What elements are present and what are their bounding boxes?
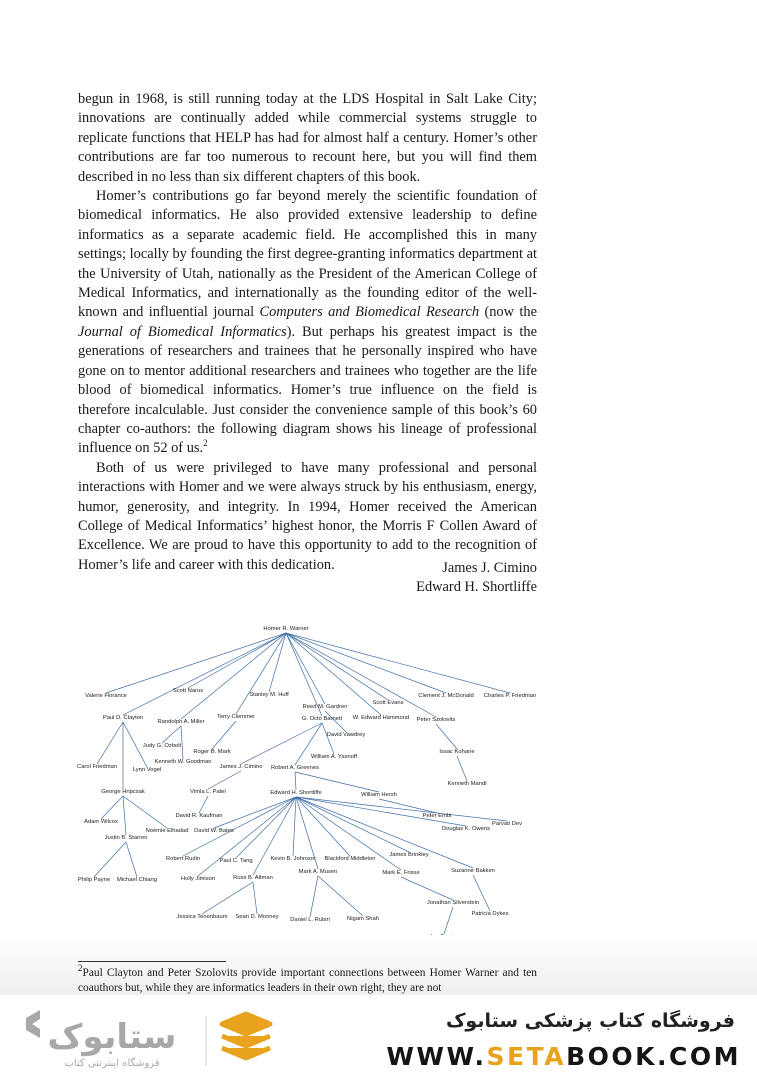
edge-shortliffe-dev bbox=[296, 797, 507, 821]
node-shah: Nigam Shah bbox=[347, 916, 379, 922]
node-dykes: Patricia Dykes bbox=[471, 911, 509, 917]
edge-clayton-friedman_carol bbox=[97, 722, 123, 764]
node-szolovits: Peter Szolovits bbox=[416, 717, 456, 723]
edge-shortliffe-rudin bbox=[183, 797, 296, 856]
edge-warner-huff bbox=[269, 633, 286, 692]
edge-shortliffe-brinkley bbox=[296, 797, 409, 852]
node-frisse: Mark E. Frisse bbox=[382, 870, 420, 876]
node-johnson: Kevin B. Johnson bbox=[270, 856, 316, 862]
node-hammond: W. Edward Hammond bbox=[352, 715, 410, 721]
edge-frisse-silverstein bbox=[401, 877, 453, 900]
node-starren: Justin B. Starren bbox=[104, 835, 148, 841]
node-altman: Russ B. Altman bbox=[233, 875, 273, 881]
node-tenenbaum: Jessica Tenenbaum bbox=[176, 914, 228, 920]
node-clemmer: Terry Clemmer bbox=[216, 714, 256, 720]
lineage-diagram bbox=[70, 618, 550, 948]
edge-musen-shah bbox=[318, 876, 363, 916]
edge-hripcsak-starren bbox=[123, 796, 126, 835]
edge-hripcsak-wilcox bbox=[101, 796, 123, 819]
paragraph-3: Both of us were privileged to have many professional and personal interactions with Homer and we were always struck by his enthusiasm, energy, humor, generosity, and integrity. In 1994, Homer received the American College of Medical Informatics’ highest honor, the Morris F Collen Award of Excellence. We are proud to have this opportunity to add to the recognition of Homer’s life and career with this dedication. bbox=[78, 459, 537, 573]
node-mandl: Kenneth Mandl bbox=[447, 781, 487, 787]
logo-text: ستابوک bbox=[47, 1017, 177, 1057]
node-wilcox: Adam Wilcox bbox=[84, 819, 118, 825]
node-musen: Mark A. Musen bbox=[298, 869, 338, 875]
edge-warner-hammond bbox=[286, 633, 381, 715]
node-jimison: Holly Jimison bbox=[180, 876, 216, 882]
node-goodman: Kenneth W. Goodman bbox=[154, 759, 212, 765]
node-hersh: William Hersh bbox=[361, 792, 397, 798]
node-patel: Vimla L. Patel bbox=[190, 789, 226, 795]
edge-musen-rubin bbox=[310, 876, 318, 917]
node-middleton: Blackford Middleton bbox=[324, 856, 376, 862]
edge-shortliffe-altman bbox=[253, 797, 296, 875]
edge-warner-friedman_c bbox=[286, 633, 510, 693]
paragraph-2-part-c: ). But perhaps his greatest impact is the generations of researchers and trainees that he personally inspired who have gone on to mentor additional researchers and trainees who together are the life blood of biomedical informatics. Homer’s true influence on the field is therefore incalculable. Just consider the convenience sample of this book’s 60 chapter co-authors: the following diagram shows his lineage of professional influence on 52 of us. bbox=[78, 323, 537, 457]
url-suffix: BOOK.COM bbox=[566, 1042, 741, 1071]
node-mooney: Sean D. Mooney bbox=[235, 914, 279, 920]
url-prefix: WWW. bbox=[386, 1042, 487, 1071]
logo-layers-icon bbox=[222, 1014, 270, 1058]
footnote bbox=[78, 963, 537, 996]
edge-silverstein-foster bbox=[444, 907, 453, 934]
node-dev: Parvati Dev bbox=[492, 821, 522, 827]
edge-warner-clayton bbox=[123, 633, 286, 715]
node-warner: Homer R. Warner bbox=[263, 626, 309, 632]
edge-warner-miller bbox=[181, 633, 286, 719]
node-bates: David W. Bates bbox=[194, 828, 234, 834]
node-huff: Stanley M. Huff bbox=[249, 692, 289, 698]
logo-chevron-icon bbox=[26, 1010, 40, 1038]
edge-greenes-shortliffe bbox=[295, 772, 296, 790]
edge-miller-ozbolt bbox=[162, 726, 181, 743]
node-bakken: Suzanne Bakken bbox=[451, 868, 495, 874]
edge-warner-clemmer bbox=[236, 633, 286, 714]
node-embi: Peter Embi bbox=[422, 813, 452, 819]
journal-title-1: Computers and Biomedical Research bbox=[259, 304, 480, 321]
node-shortliffe: Edward H. Shortliffe bbox=[270, 790, 322, 796]
node-cimino: James J. Cimino bbox=[219, 764, 263, 770]
paragraph-1: begun in 1968, is still running today at the LDS Hospital in Salt Lake City; innovations are continually added while commercial systems struggle to replicate functions that HELP has had for almost half a century. Homer’s other contributions are far too numerous to recount here, but you will find them described in no less than six different chapters of this book. bbox=[78, 91, 537, 185]
edge-szolovits-kohane bbox=[436, 724, 457, 749]
edge-clemmer-mark bbox=[212, 721, 236, 749]
node-clayton: Paul D. Clayton bbox=[102, 715, 144, 721]
node-evans: Scott Evans bbox=[372, 700, 404, 706]
footnote-mark: 2 bbox=[78, 963, 83, 974]
paragraph-2-part-a: Homer’s contributions go far beyond merely the scientific foundation of biomedical informatics. He also provided extensive leadership to define informatics as a separate academic field. He accomplished this in many settings; locally by founding the first degree-granting informatics department at the University of Utah, nationally as the President of the American College of Medical Informatics, and internationally as the founding editor of the well-known and influential journal bbox=[78, 188, 537, 321]
footnote-ref: 2 bbox=[203, 438, 208, 449]
node-florance: Valerie Florance bbox=[85, 693, 127, 699]
footnote-text: Paul Clayton and Peter Szolovits provide important connections between Homer Warner and ten coauthors but, while they are informatics leaders in their own right, they are not bbox=[78, 967, 537, 994]
main-text bbox=[78, 90, 537, 575]
edge-shortliffe-owens bbox=[296, 797, 466, 826]
node-hripcsak: George Hripcsak bbox=[101, 789, 145, 795]
edge-hripcsak-elhadad bbox=[123, 796, 167, 828]
setabook-logo bbox=[20, 1006, 290, 1072]
journal-title-2: Journal of Biomedical Informatics bbox=[78, 323, 287, 340]
edge-altman-mooney bbox=[253, 882, 257, 914]
edge-warner-mcdonald bbox=[286, 633, 446, 693]
node-mark: Roger B. Mark bbox=[193, 749, 231, 755]
edge-warner-evans bbox=[286, 633, 388, 700]
node-elhadad: Noémie Elhadad bbox=[145, 828, 189, 834]
edge-miller-goodman bbox=[181, 726, 183, 759]
signature-shortliffe: Edward H. Shortliffe bbox=[416, 579, 537, 596]
store-title: فروشگاه کتاب پزشکی ستابوک bbox=[445, 1010, 735, 1032]
node-vogel: Lynn Vogel bbox=[132, 767, 162, 773]
node-barnett: G. Octo Barnett bbox=[301, 716, 343, 722]
edge-greenes-hersh bbox=[295, 772, 379, 792]
node-rubin: Daniel L. Rubin bbox=[290, 917, 330, 923]
node-rudin: Robert Rudin bbox=[165, 856, 201, 862]
edge-shortliffe-middleton bbox=[296, 797, 350, 856]
edge-cimino-patel bbox=[208, 771, 241, 789]
edge-hersh-embi bbox=[379, 799, 437, 813]
node-friedman_c: Charles P. Friedman bbox=[483, 693, 537, 699]
node-owens: Douglas K. Owens bbox=[441, 826, 491, 832]
edge-barnett-cimino bbox=[241, 723, 322, 764]
edge-altman-tenenbaum bbox=[202, 882, 253, 914]
url-accent: SETA bbox=[486, 1042, 567, 1071]
node-friedman_carol: Carol Friedman bbox=[77, 764, 117, 770]
node-payne: Philip Payne bbox=[77, 877, 111, 883]
paragraph-2 bbox=[78, 187, 537, 459]
node-greenes: Robert A. Greenes bbox=[270, 765, 320, 771]
node-miller: Randolph A. Miller bbox=[157, 719, 205, 725]
edge-kohane-mandl bbox=[457, 756, 467, 781]
logo-subtext: فروشگاه اینترنتی کتاب bbox=[64, 1058, 160, 1069]
paragraph-2-part-b: (now the bbox=[479, 304, 538, 321]
node-ozbolt: Judy G. Ozbolt bbox=[142, 743, 182, 749]
node-vawdrey: David Vawdrey bbox=[326, 732, 366, 738]
store-url[interactable] bbox=[386, 1042, 741, 1071]
node-tang: Paul C. Tang bbox=[219, 858, 253, 864]
node-yasnoff: William A. Yasnoff bbox=[310, 754, 358, 760]
edge-starren-chiang bbox=[126, 842, 137, 877]
node-mcdonald: Clement J. McDonald bbox=[418, 693, 474, 699]
node-narus: Scott Narus bbox=[172, 688, 204, 694]
node-kohane: Issac Kohane bbox=[439, 749, 475, 755]
node-chiang: Michael Chiang bbox=[117, 877, 157, 883]
node-silverstein: Jonathan Silverstein bbox=[426, 900, 480, 906]
node-gardner: Reed M. Gardner bbox=[302, 704, 348, 710]
signature-cimino: James J. Cimino bbox=[442, 560, 537, 576]
signatures bbox=[416, 559, 537, 598]
edge-shortliffe-johnson bbox=[293, 797, 296, 856]
edge-starren-payne bbox=[94, 842, 126, 877]
edge-patel-kaufman bbox=[199, 796, 208, 813]
edge-shortliffe-bates bbox=[214, 797, 296, 828]
edge-warner-florance bbox=[106, 633, 286, 693]
node-brinkley: James Brinkley bbox=[389, 852, 429, 858]
node-kaufman: David R. Kaufman bbox=[175, 813, 223, 819]
edge-shortliffe-tang bbox=[236, 797, 296, 858]
footnote-rule bbox=[78, 961, 226, 962]
